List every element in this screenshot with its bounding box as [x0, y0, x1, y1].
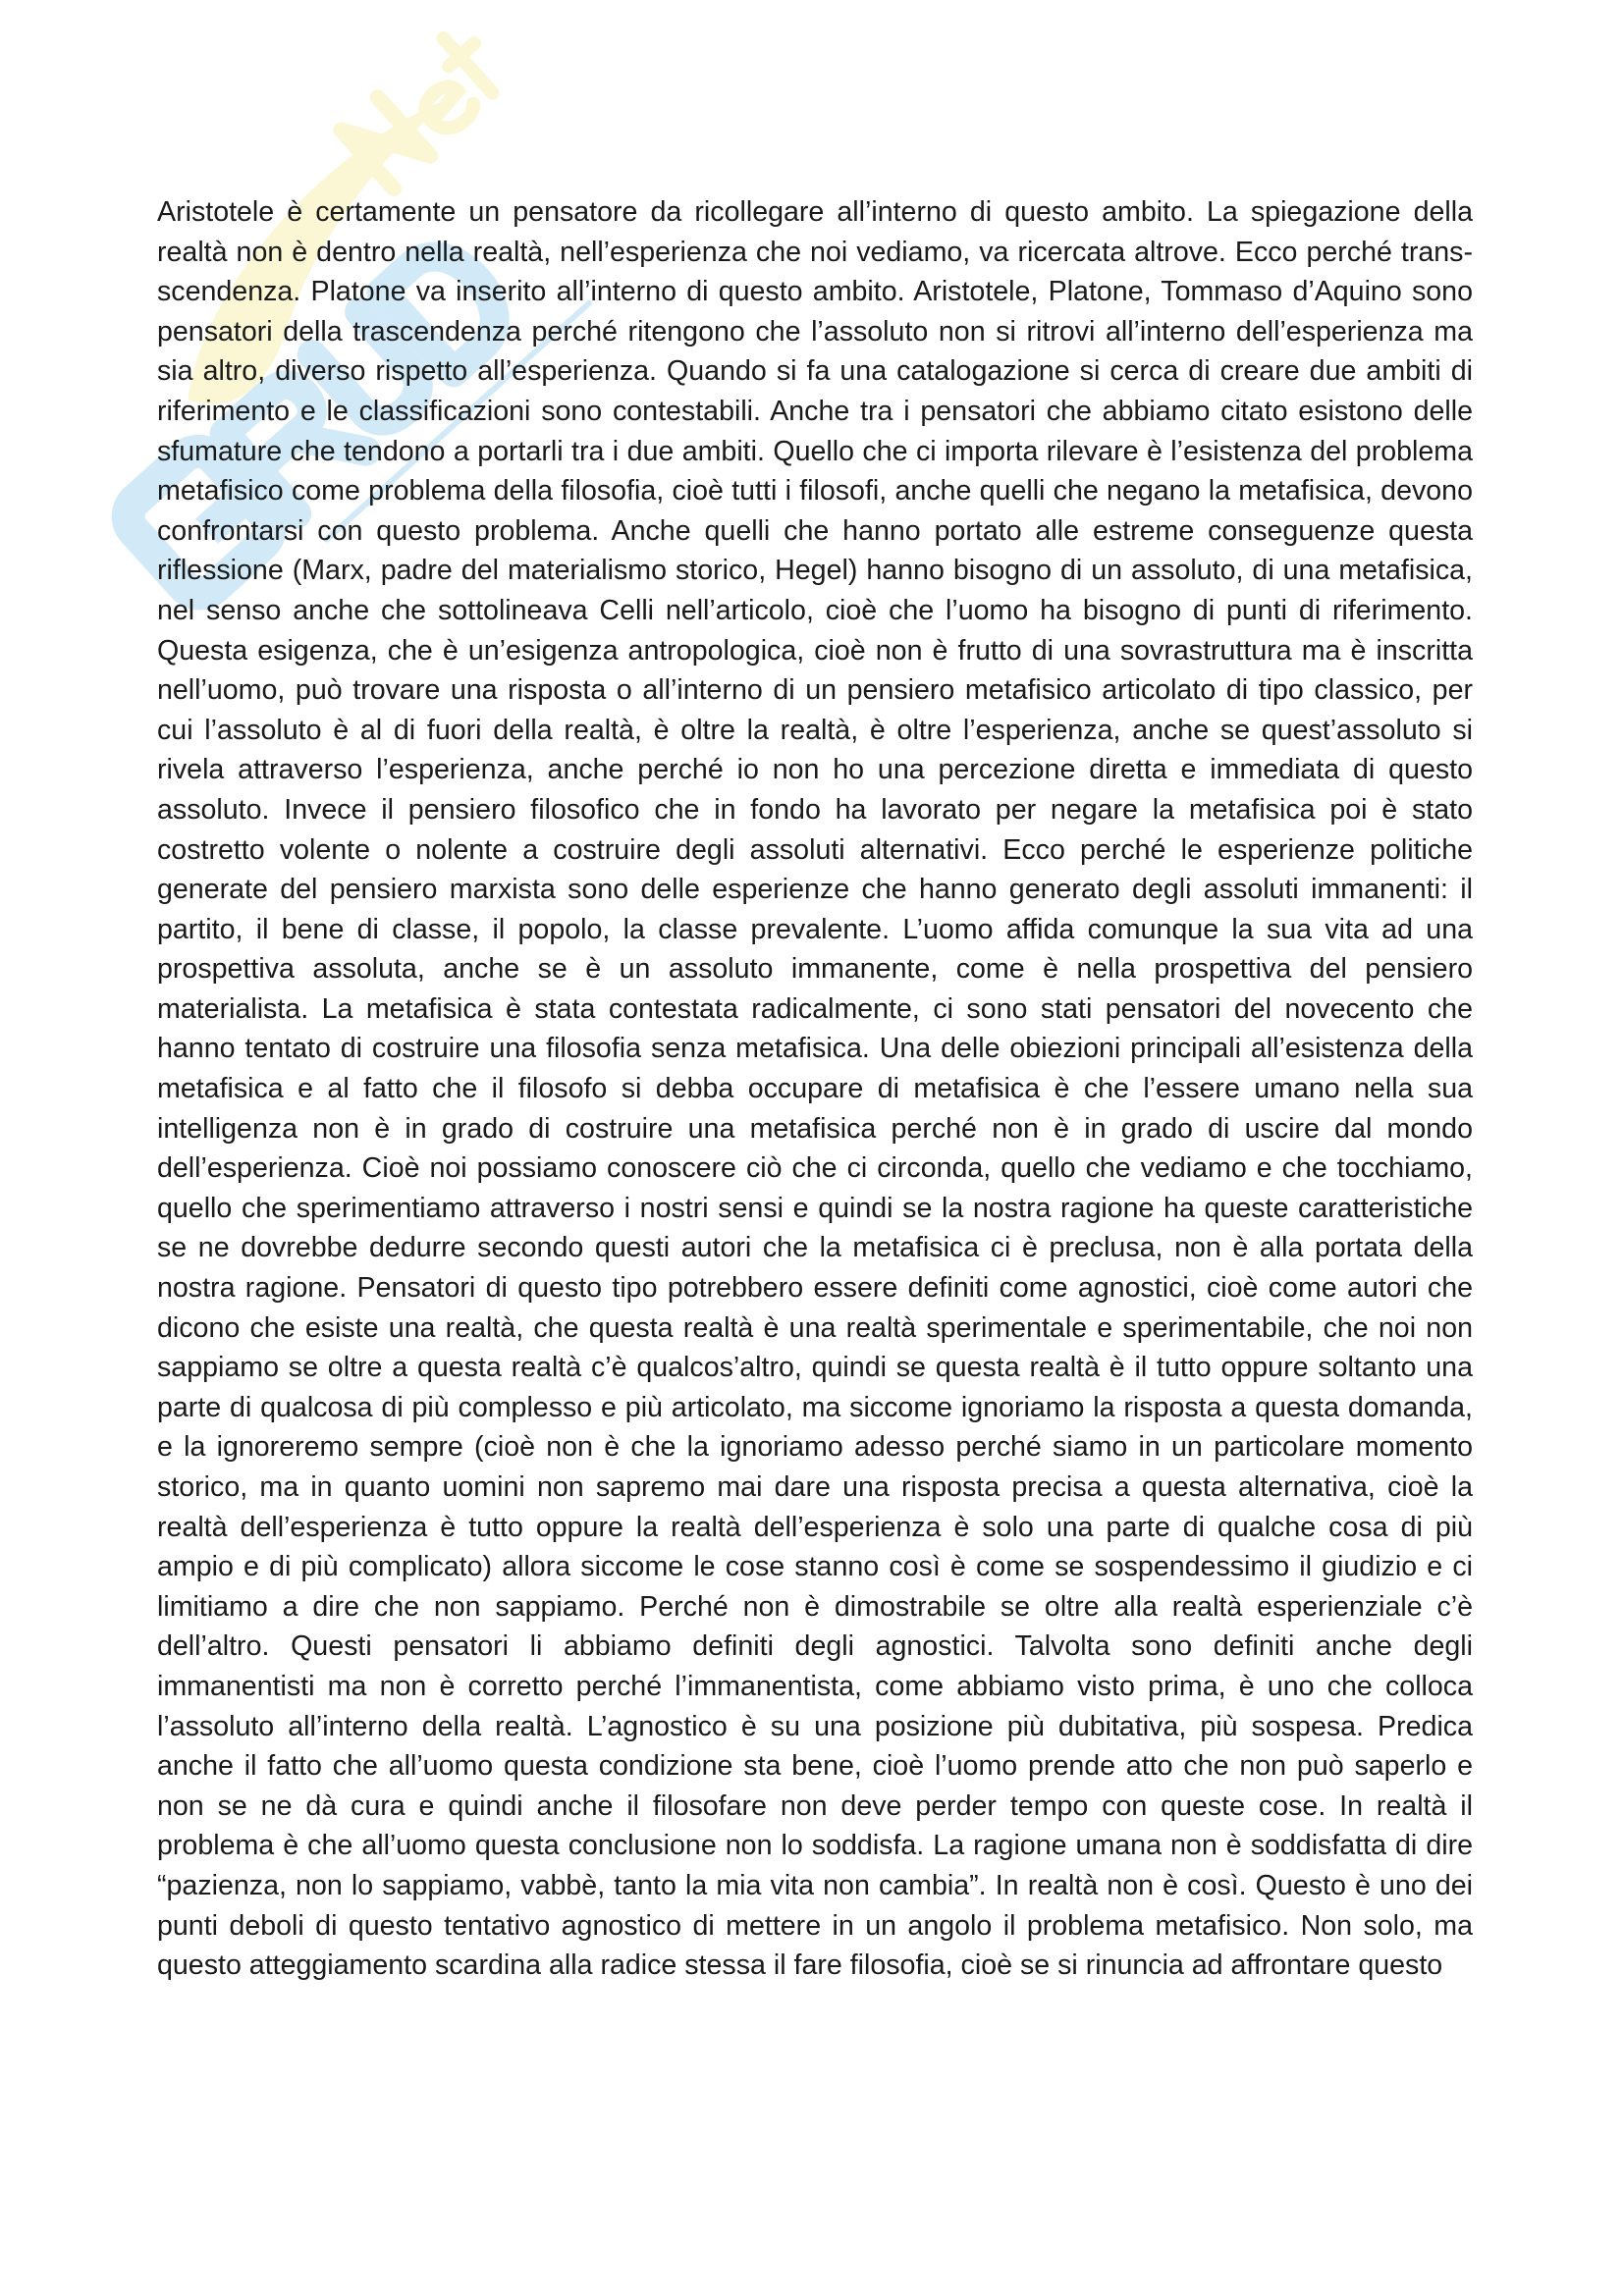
- body-paragraph: Aristotele è certamente un pensatore da ricollegare all’interno di questo ambito. La spiegazione della realtà non è dentro nella realtà, nell’esperienza che noi vediamo, va ricercata altrove. Ecco perché trans-scendenza. Platone va inserito all’interno di questo ambito. Aristotele, Platone, Tommaso d’Aquino sono pensatori della trascendenza perché ritengono che l’assoluto non si ritrovi all’interno dell’esperienza ma sia altro, diverso rispetto all’esperienza. Quando si fa una catalogazione si cerca di creare due ambiti di riferimento e le classificazioni sono contestabili. Anche tra i pensatori che abbiamo citato esistono delle sfumature che tendono a portarli tra i due ambiti. Quello che ci importa rilevare è l’esistenza del problema metafisico come problema della filosofia, cioè tutti i filosofi, anche quelli che negano la metafisica, devono confrontarsi con questo problema. Anche quelli che hanno portato alle estreme conseguenze questa riflessione (Marx, padre del materialismo storico, Hegel) hanno bisogno di un assoluto, di una metafisica, nel senso anche che sottolineava Celli nell’articolo, cioè che l’uomo ha bisogno di punti di riferimento. Questa esigenza, che è un’esigenza antropologica, cioè non è frutto di una sovrastruttura ma è inscritta nell’uomo, può trovare una risposta o all’interno di un pensiero metafisico articolato di tipo classico, per cui l’assoluto è al di fuori della realtà, è oltre la realtà, è oltre l’esperienza, anche se quest’assoluto si rivela attraverso l’esperienza, anche perché io non ho una percezione diretta e immediata di questo assoluto. Invece il pensiero filosofico che in fondo ha lavorato per negare la metafisica poi è stato costretto volente o nolente a costruire degli assoluti alternativi. Ecco perché le esperienze politiche generate del pensiero marxista sono delle esperienze che hanno generato degli assoluti immanenti: il partito, il bene di classe, il popolo, la classe prevalente. L’uomo affida comunque la sua vita ad una prospettiva assoluta, anche se è un assoluto immanente, come è nella prospettiva del pensiero materialista. La metafisica è stata contestata radicalmente, ci sono stati pensatori del novecento che hanno tentato di costruire una filosofia senza metafisica. Una delle obiezioni principali all’esistenza della metafisica e al fatto che il filosofo si debba occupare di metafisica è che l’essere umano nella sua intelligenza non è in grado di costruire una metafisica perché non è in grado di uscire dal mondo dell’esperienza. Cioè noi possiamo conoscere ciò che ci circonda, quello che vediamo e che tocchiamo, quello che sperimentiamo attraverso i nostri sensi e quindi se la nostra ragione ha queste caratteristiche se ne dovrebbe dedurre secondo questi autori che la metafisica ci è preclusa, non è alla portata della nostra ragione. Pensatori di questo tipo potrebbero essere definiti come agnostici, cioè come autori che dicono che esiste una realtà, che questa realtà è una realtà sperimentale e sperimentabile, che noi non sappiamo se oltre a questa realtà c’è qualcos’altro, quindi se questa realtà è il tutto oppure soltanto una parte di qualcosa di più complesso e più articolato, ma siccome ignoriamo la risposta a questa domanda, e la ignoreremo sempre (cioè non è che la ignoriamo adesso perché siamo in un particolare momento storico, ma in quanto uomini non sapremo mai dare una risposta precisa a questa alternativa, cioè la realtà dell’esperienza è tutto oppure la realtà dell’esperienza è solo una parte di qualche cosa di più ampio e di più complicato) allora siccome le cose stanno così è come se sospendessimo il giudizio e ci limitiamo a dire che non sappiamo. Perché non è dimostrabile se oltre alla realtà esperienziale c’è dell’altro. Questi pensatori li abbiamo definiti degli agnostici. Talvolta sono definiti anche degli immanentisti ma non è corretto perché l’immanentista, come abbiamo visto prima, è uno che colloca l’assoluto all’interno della realtà. L’agnostico è su una posizione più dubitativa, più sospesa. Predica anche il fatto che all’uomo questa condizione sta bene, cioè l’uomo prende atto che non può saperlo e non se ne dà cura e quindi anche il filosofare non deve perder tempo con queste cose. In realtà il problema è che all’uomo questa conclusione non lo soddisfa. La ragione umana non è soddisfatta di dire “pazienza, non lo sappiamo, vabbè, tanto la mia vita non cambia”. In realtà non è così. Questo è uno dei punti deboli di questo tentativo agnostico di mettere in un angolo il problema metafisico. Non solo, ma questo atteggiamento scardina alla radice stessa il fare filosofia, cioè se si rinuncia ad affrontare questo: [157, 196, 1473, 1982]
